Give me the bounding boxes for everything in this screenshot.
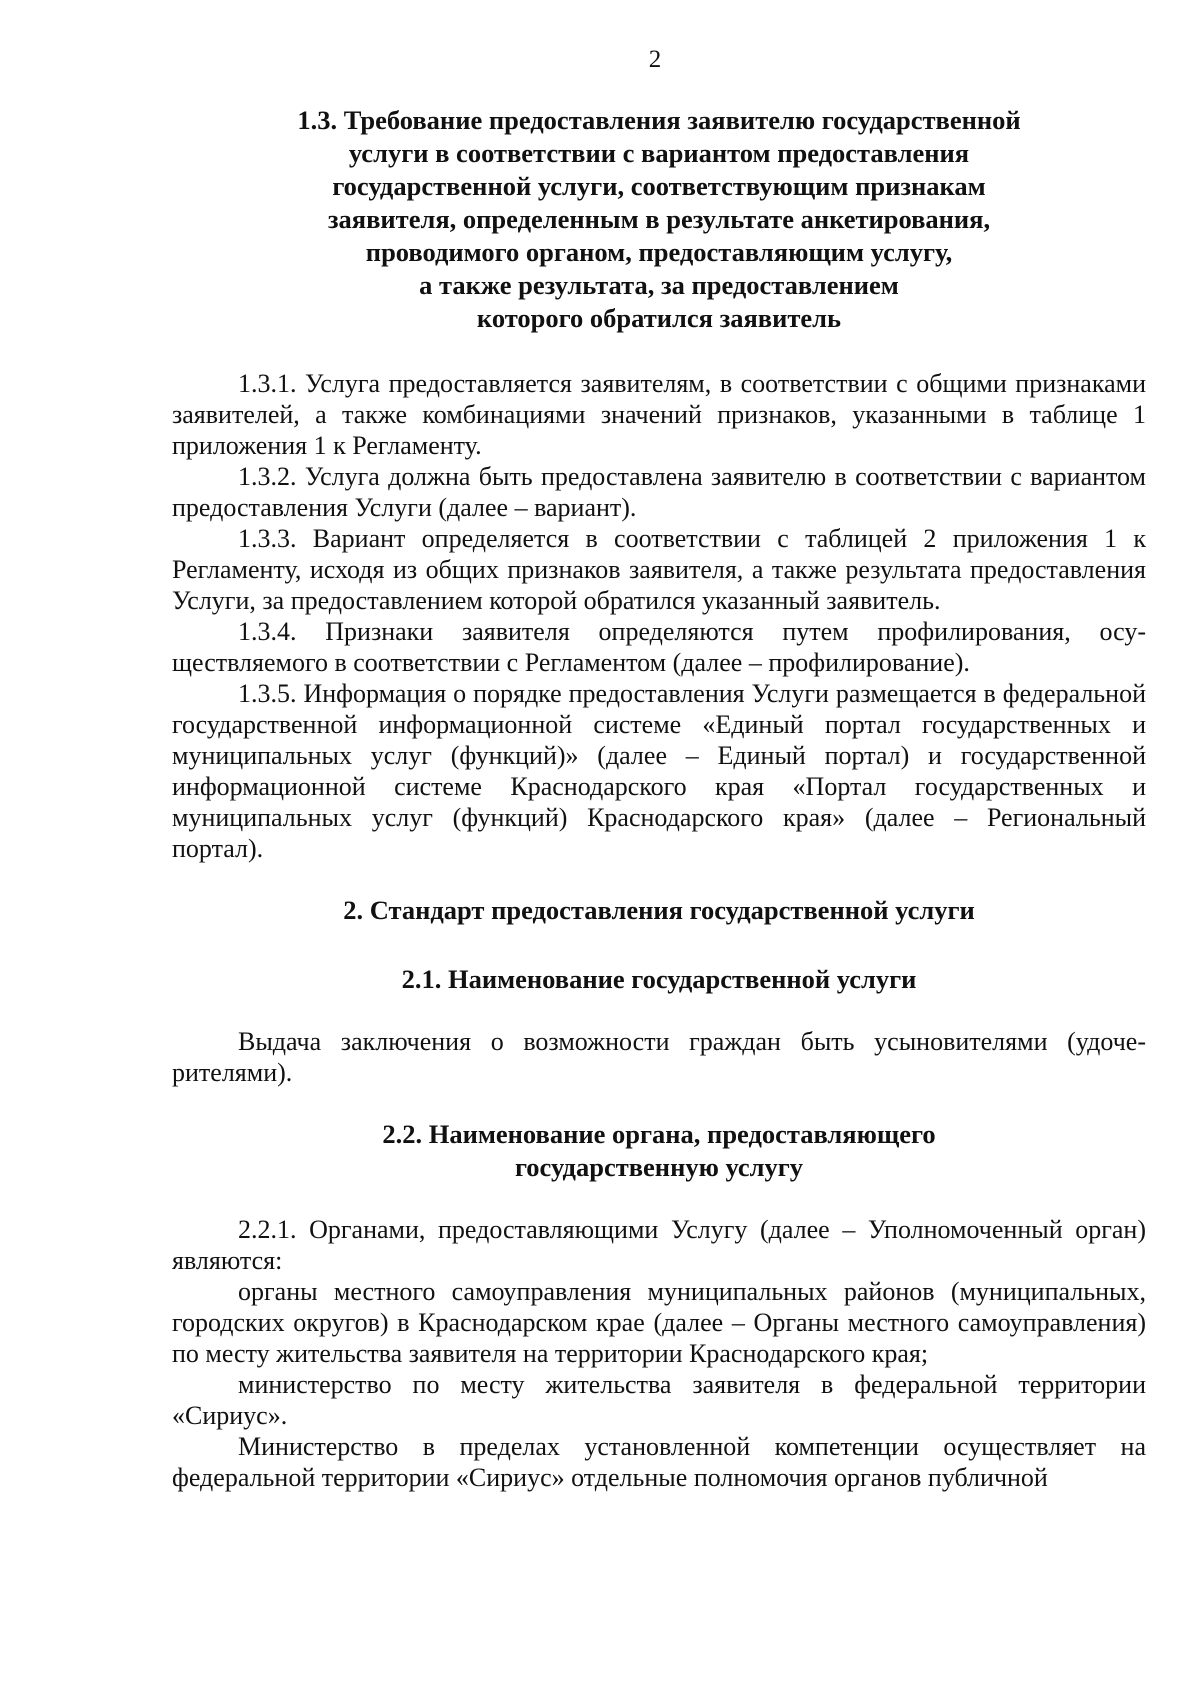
section-1-3-heading	[172, 104, 1146, 335]
section-2-heading	[172, 894, 1146, 927]
heading-line: 1.3. Требование предоставления заявителю государственной	[297, 105, 1021, 135]
paragraph-2-2-1: 2.2.1. Органами, предоставляющими Услугу (далее – Уполномоченный орган) являются:	[172, 1215, 1146, 1275]
heading-line: 2.2. Наименование органа, предоставляющего	[382, 1119, 936, 1149]
paragraph-ministry-powers: Министерство в пределах установленной компетенции осуществляет на федеральной территории «Сириус» отдельные полномочия органов публичной	[172, 1432, 1146, 1492]
paragraph-1-3-5: 1.3.5. Информация о порядке предоставления Услуги размещается в федеральной государственной информационной системе «Единый портал государственных и муниципальных услуг (функций)» (далее – Единый портал) и государственной информационной системе Краснодарского края «Портал государственных и муниципальных услуг (функций) Краснодарского края» (далее – Региональный портал).	[172, 679, 1146, 863]
paragraph-1-3-4: 1.3.4. Признаки заявителя определяются путем профилирования, осуществляемого в соответствии с Регламентом (далее – профилирование).	[172, 617, 1146, 677]
heading-line: 2.1. Наименование государственной услуги	[401, 964, 917, 994]
paragraph-1-3-3: 1.3.3. Вариант определяется в соответствии с таблицей 2 приложения 1 к Регламенту, исходя из общих признаков заявителя, а также результата предоставления Услуги, за предоставлением которой обратился указанный заявитель.	[172, 524, 1146, 615]
heading-line: а также результата, за предоставлением	[419, 270, 899, 300]
heading-line: государственную услугу	[514, 1152, 804, 1182]
heading-line: заявителя, определенным в результате анкетирования,	[327, 204, 991, 234]
heading-line: услуги в соответствии с вариантом предоставления	[348, 138, 970, 168]
heading-line: 2. Стандарт предоставления государственной услуги	[343, 895, 975, 925]
paragraph-1-3-1: 1.3.1. Услуга предоставляется заявителям, в соответствии с общими признаками заявителей, а также комбинациями значений признаков, указанными в таблице 1 приложения 1 к Регламенту.	[172, 369, 1146, 460]
heading-line: государственной услуги, соответствующим признакам	[332, 171, 986, 201]
heading-line: проводимого органом, предоставляющим услугу,	[365, 237, 953, 267]
paragraph-local-authorities: органы местного самоуправления муниципальных районов (муниципальных, городских округов) в Краснодарском крае (далее – Органы местного самоуправления) по месту жительства заявителя на территории Краснодарского края;	[172, 1277, 1146, 1368]
section-2-1-heading	[172, 963, 1146, 996]
section-2-2-heading	[172, 1118, 1146, 1184]
heading-line: которого обратился заявитель	[476, 303, 842, 333]
paragraph-1-3-2: 1.3.2. Услуга должна быть предоставлена заявителю в соответствии с вариантом предоставления Услуги (далее – вариант).	[172, 462, 1146, 522]
document-body	[172, 104, 1146, 1493]
page-number: 2	[648, 46, 662, 73]
paragraph-ministry: министерство по месту жительства заявителя в федеральной территории «Сириус».	[172, 1370, 1146, 1430]
paragraph-2-1: Выдача заключения о возможности граждан быть усыновителями (удочерителями).	[172, 1027, 1146, 1087]
